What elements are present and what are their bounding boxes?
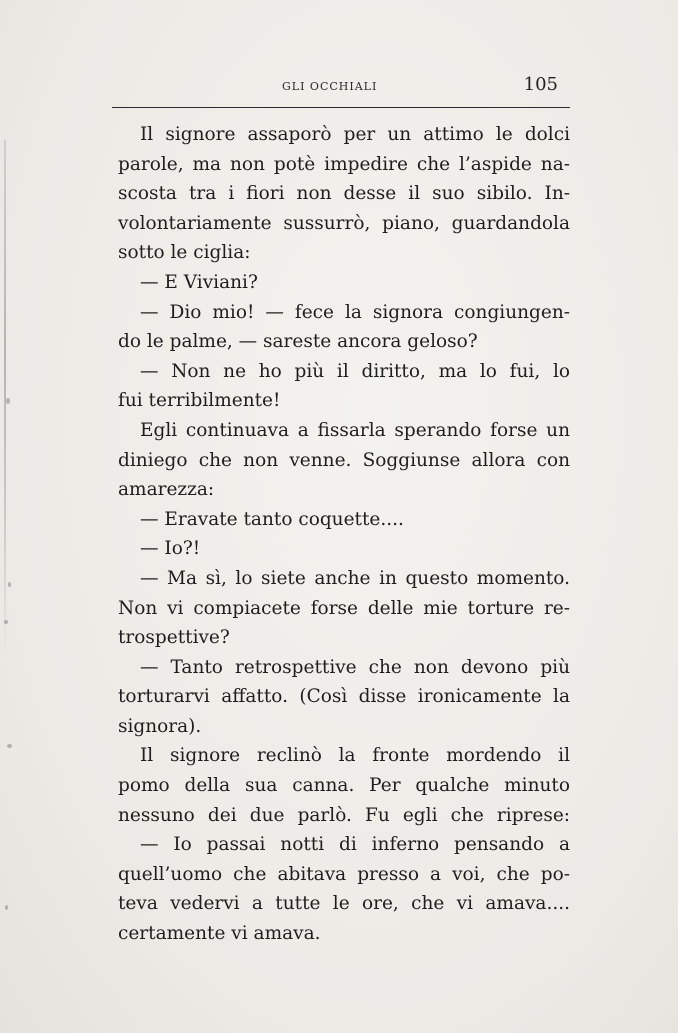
text-line: — Tanto retrospettive che non devono più <box>140 656 570 678</box>
page-number: 105 <box>523 74 558 95</box>
text-line: — Ma sì, lo siete anche in questo momento. <box>140 567 570 589</box>
text-line: sotto le ciglia: <box>118 242 251 264</box>
body-text <box>118 120 570 949</box>
paper-speck <box>5 905 8 910</box>
text-line: quell’uomo che abitava presso a voi, che po- <box>118 863 570 885</box>
text-line: do le palme, — sareste ancora geloso? <box>118 331 478 353</box>
text-line: Il signore assaporò per un attimo le dolci <box>140 124 570 145</box>
text-line: amarezza: <box>118 479 215 501</box>
text-line: — Dio mio! — fece la signora congiungen- <box>140 301 570 323</box>
text-line: signora). <box>118 715 202 737</box>
header-rule <box>112 107 570 108</box>
paper-speck <box>8 582 11 587</box>
text-line: volontariamente sussurrò, piano, guardandola <box>118 212 570 234</box>
text-line: — Io passai notti di inferno pensando a <box>140 834 570 856</box>
paper-speck <box>4 620 8 624</box>
page-header <box>112 74 570 100</box>
text-line: Non vi compiacete forse delle mie torture re- <box>118 597 570 619</box>
text-line: Egli continuava a fissarla sperando forse un <box>140 419 570 441</box>
text-line: — Eravate tanto coquette.... <box>140 508 404 530</box>
text-line: teva vedervi a tutte le ore, che vi amava.... <box>118 893 570 915</box>
text-line: — E Viviani? <box>140 271 258 293</box>
text-line: nessuno dei due parlò. Fu egli che riprese: <box>118 804 570 826</box>
text-line: fui terribilmente! <box>118 390 281 412</box>
running-title: GLI OCCHIALI <box>282 80 378 93</box>
text-line: trospettive? <box>118 627 230 649</box>
text-line: — Non ne ho più il diritto, ma lo fui, lo <box>140 360 570 382</box>
text-line: Il signore reclinò la fronte mordendo il <box>140 745 570 767</box>
paper-speck <box>7 744 12 748</box>
paper-speck <box>6 398 10 404</box>
text-line: certamente vi amava. <box>118 923 321 945</box>
text-line: parole, ma non potè impedire che l’aspide na- <box>118 153 570 175</box>
text-line: pomo della sua canna. Per qualche minuto <box>118 775 570 797</box>
text-line: diniego che non venne. Soggiunse allora con <box>118 449 570 471</box>
text-line: torturarvi affatto. (Così disse ironicamente la <box>118 686 570 708</box>
text-line: scosta tra i fiori non desse il suo sibilo. In- <box>118 183 570 205</box>
text-line: — Io?! <box>140 538 201 560</box>
